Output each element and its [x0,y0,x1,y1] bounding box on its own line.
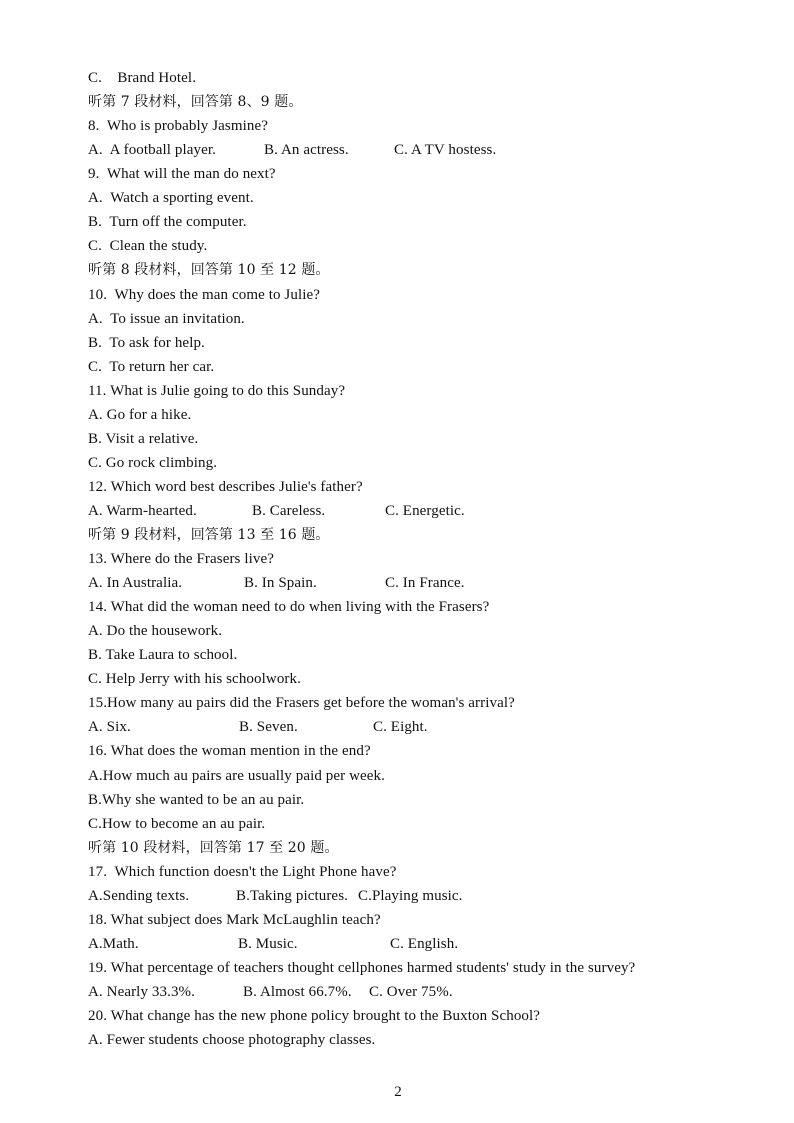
answer-option: A. Warm-hearted. [88,502,197,519]
answer-option: A. To issue an invitation. [88,310,245,327]
answer-option: C. Clean the study. [88,238,208,255]
question-text: 10. Why does the man come to Julie? [88,286,321,303]
answer-options-row [88,138,748,162]
answer-option: C.How to become an au pair. [88,815,266,832]
question-text: 8. Who is probably Jasmine? [88,118,268,135]
answer-option: B. Careless. [252,502,326,519]
answer-option: A. Watch a sporting event. [88,190,254,207]
answer-options-row [88,980,748,1004]
answer-option: A.How much au pairs are usually paid per week. [88,767,386,784]
answer-option: A. Do the housework. [88,623,223,640]
answer-option: C. Help Jerry with his schoolwork. [88,671,301,688]
answer-option: B. To ask for help. [88,334,205,351]
answer-option: B. Turn off the computer. [88,214,247,231]
answer-option: A. In Australia. [88,575,183,591]
answer-options-row [88,571,748,595]
answer-option: B.Why she wanted to be an au pair. [88,791,305,808]
answer-option: B. In Spain. [244,575,317,591]
answer-option: A.Sending texts. [88,887,190,904]
answer-option: A. A football player. [88,142,217,159]
answer-option: C. To return her car. [88,358,215,375]
answer-option: A. Six. [88,719,131,736]
answer-option: C. English. [390,935,459,952]
question-text: 11. What is Julie going to do this Sunday? [88,382,346,399]
answer-options-row [88,932,748,956]
answer-options-row [88,715,748,739]
answer-option: B. Almost 66.7%. [243,983,352,1000]
question-text: 18. What subject does Mark McLaughlin teach? [88,911,381,928]
question-text: 13. Where do the Frasers live? [88,551,274,567]
answer-option: C. In France. [385,575,465,591]
question-text: 17. Which function doesn't the Light Phone have? [88,863,397,880]
answer-option: A.Math. [88,935,139,952]
answer-option: C. Eight. [373,719,428,736]
question-text: 20. What change has the new phone policy brought to the Buxton School? [88,1008,541,1024]
page-number: 2 [394,1084,402,1100]
question-text: 19. What percentage of teachers thought cellphones harmed students' study in the survey? [88,959,636,976]
answer-option: B. Seven. [239,719,298,736]
answer-option: C. A TV hostess. [394,142,497,159]
question-text: 9. What will the man do next? [88,166,276,183]
section-instruction: 听第 7 段材料，回答第 8、9 题。 [88,94,303,110]
answer-option: C. Go rock climbing. [88,454,218,471]
answer-option: B. Visit a relative. [88,430,199,447]
question-text: 14. What did the woman need to do when living with the Frasers? [88,599,490,616]
answer-option: A. Nearly 33.3%. [88,983,195,1000]
answer-option: A. Fewer students choose photography classes. [88,1032,376,1048]
answer-option: B.Taking pictures. [236,887,348,904]
answer-option: C. Over 75%. [369,983,453,1000]
answer-option: C. Energetic. [385,502,465,519]
section-instruction: 听第 10 段材料，回答第 17 至 20 题。 [88,839,339,856]
answer-option: B. Take Laura to school. [88,647,238,664]
answer-options-row [88,884,748,908]
question-text: 12. Which word best describes Julie's father? [88,478,363,495]
answer-option: B. Music. [238,935,298,952]
answer-option: C. Brand Hotel. [88,70,197,86]
answer-option: B. An actress. [264,142,349,159]
section-instruction: 听第 8 段材料，回答第 10 至 12 题。 [88,262,330,279]
section-instruction: 听第 9 段材料，回答第 13 至 16 题。 [88,527,330,543]
answer-option: A. Go for a hike. [88,406,192,423]
answer-option: C.Playing music. [358,887,463,904]
question-text: 15.How many au pairs did the Frasers get before the woman's arrival? [88,695,515,712]
question-text: 16. What does the woman mention in the end? [88,743,371,760]
answer-options-row [88,499,748,523]
